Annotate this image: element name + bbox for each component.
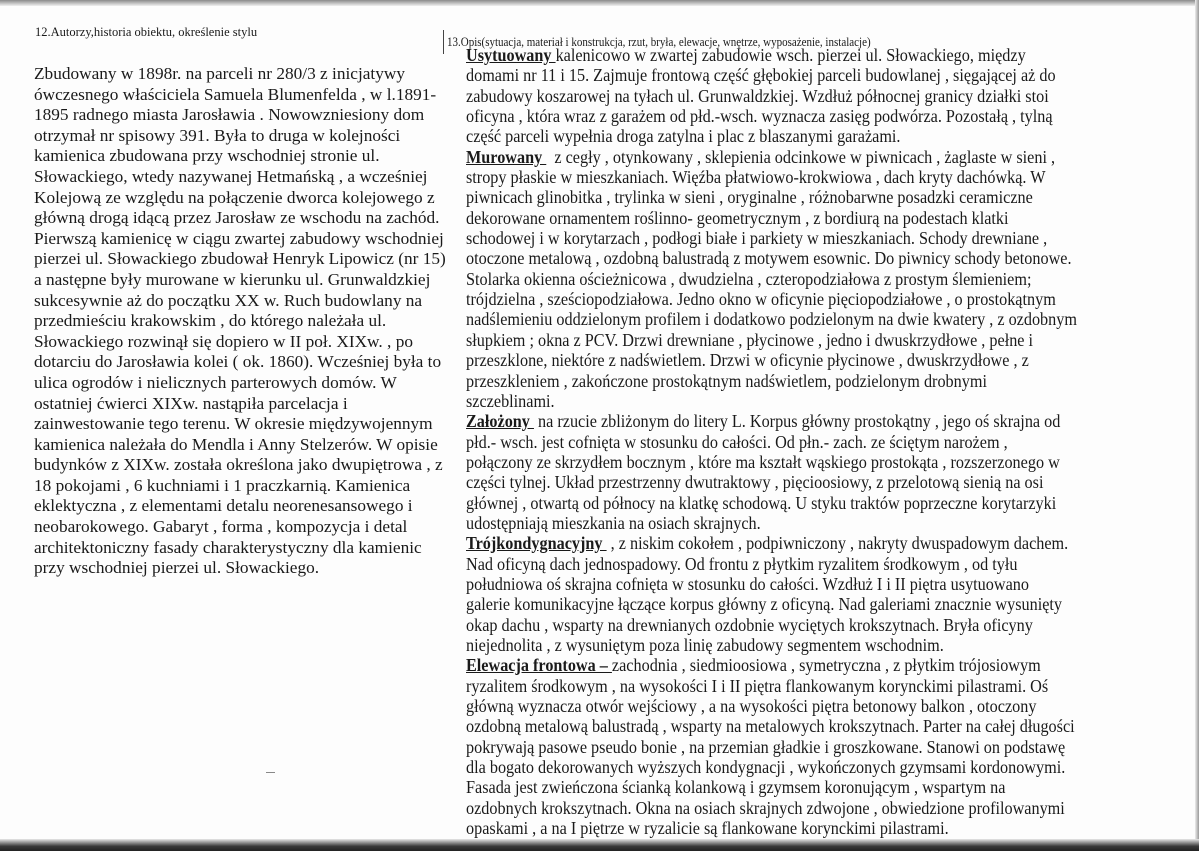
text-line: stropy płaskie w mieszkaniach. Więźba płatwiowo-krokwiowa , dach kryty dachówką. W: [466, 167, 1046, 188]
paragraph-lead: Trójkondygnacyjny: [466, 533, 607, 554]
scan-edge-top: [0, 0, 1199, 6]
text-line: [466, 45, 1077, 65]
paragraph-text: kalenicowo w zwartej zabudowie wsch. pierzei ul. Słowackiego, między: [555, 45, 1026, 65]
text-line: słupkiem ; okna z PCV. Drzwi drewniane , płycinowe , jedno i dwuskrzydłowe , pełne i: [466, 329, 1034, 350]
text-line: nadślemieniu oddzielonym profilem i dodatkowo podzielonym na dwie kwatery , z ozdobnym: [466, 309, 1077, 330]
text-line: szczeblinami.: [466, 390, 555, 411]
text-line: pokrywają pasowe pseudo bonie , na przemian gładkie i groszkowane. Stanowi on podstawę: [466, 736, 1066, 757]
section-12-heading: 12.Autorzy,historia obiektu, określenie stylu: [35, 25, 258, 39]
text-line: główną wyznacza otwór wejściowy , a na wysokości piętra betonowy balkon , otoczony: [466, 696, 1037, 716]
text-line: niejednolita , z wysuniętym poza linię zabudowy segmentem wschodnim.: [466, 634, 944, 655]
text-line: Stolarka okienna ościeżnicowa , dwudzielna , czteropodziałowa z prostym ślemieniem;: [466, 268, 1032, 289]
text-line: budynków z XIXw. została określona jako dwupiętrowa , z: [34, 455, 443, 475]
text-line: zainwestowanie tego terenu. W okresie międzywojennym: [34, 414, 433, 434]
text-line: opaskami , a na I piętrze w ryzalicie są flankowane korynckimi pilastrami.: [466, 818, 949, 839]
paragraph-lead: Elewacja frontowa –: [466, 655, 612, 676]
text-line: przeszkleniem , zakończone prostokątnym nadświetlem, podzielonym drobnymi: [466, 370, 987, 391]
scan-mark: [266, 772, 275, 773]
text-line: ozdobną metalową balustradą , wsparty na metalowych krokszytnach. Parter na całej długości: [466, 716, 1075, 737]
text-line: zabudowy koszarowej na tyłach ul. Grunwaldzkiej. Wzdłuż północnej granicy działki stoi: [466, 85, 1049, 106]
section-13-heading: 13.Opis(sytuacja, materiał i konstrukcja, rzut, bryła, elewacje, wnętrze, wyposażenie, instalacje): [447, 35, 871, 49]
text-line: [466, 655, 1077, 675]
text-line: trójdzielna , sześciopodziałowa. Jedno okno w oficynie pięciopodziałowe , o prostokątnym: [466, 289, 1056, 310]
paragraph-lead: Założony: [466, 411, 534, 432]
text-line: dotarciu do Jarosławia kolei ( ok. 1860). Wcześniej była to: [34, 352, 442, 372]
text-line: ulica ogrodów i nielicznych parterowych domów. W: [34, 372, 397, 392]
description-paragraph: [466, 147, 1145, 411]
text-line: [466, 411, 1077, 431]
text-line: kamienica zbudowana przy wschodniej stronie ul.: [34, 146, 380, 166]
text-line: schodowej i w korytarzach , podłogi białe i parkiety w mieszkaniach. Schody drewniane ,: [466, 228, 1048, 249]
paragraph-text: , z niskim cokołem , podpiwniczony , nakryty dwuspadowym dachem.: [606, 533, 1069, 554]
text-line: Słowackiego, wtedy nazywanej Hetmańską , a wcześniej: [34, 166, 428, 186]
text-line: przedmieściu krakowskim , do którego należała ul.: [34, 311, 387, 331]
text-line: a następne były murowane w kierunku ul. Grunwaldzkiej: [34, 269, 431, 289]
text-line: galerie komunikacyjne łączące korpus główny z oficyną. Nad galeriami znacznie wysunięty: [466, 594, 1063, 615]
scan-edge-bottom: [0, 839, 1199, 851]
text-line: domami nr 11 i 15. Zajmuje frontową część głębokiej parceli budowlanej , sięgającej aż do: [466, 65, 1056, 86]
text-line: ryzalitem środkowym , na wysokości I i II piętra flankowanym korynckimi pilastrami. Oś: [466, 675, 1049, 696]
text-line: otrzymał nr spisowy 391. Była to druga w kolejności: [34, 125, 401, 145]
text-line: część parceli wypełnia droga zatylna i plac z blaszanymi garażami.: [466, 126, 901, 147]
text-line: głównej , otwartą od północy na klatkę schodową. U styku traktów poprzeczne korytarzyki: [466, 492, 1057, 513]
text-line: 1895 radnego miasta Jarosławia . Nowowzniesiony dom: [34, 105, 425, 125]
text-line: pierzei ul. Słowackiego zbudował Henryk Lipowicz (nr 15): [34, 249, 446, 269]
text-line: główną drogą idącą przez Jarosław ze wschodu na zachód.: [34, 208, 440, 228]
text-line: otoczone metalową , ozdobną balustradą z motywem esownic. Do piwnicy schody betonowe.: [466, 248, 1072, 269]
scan-edge-right: [1195, 0, 1199, 851]
text-line: południowa oś skrajna cofnięta w stosunku do całości. Wzdłuż I i II piętra usytuowano: [466, 573, 1029, 594]
text-line: części tylnej. Układ przestrzenny dwutraktowy , pięcioosiowy, z przelotową sienią na osi: [466, 472, 1044, 493]
text-line: piwnicach glinobitka , trylinka w sieni , oryginalne , różnobarwne posadzki ceramiczne: [466, 187, 1033, 208]
description-paragraph: [466, 45, 1145, 147]
paragraph-text: z cegły , otynkowany , sklepienia odcinkowe w piwnicach , żaglaste w sieni ,: [546, 146, 1056, 167]
text-line: okap dachu , wsparty na drewnianych ozdobnie wyciętych krokszytnach. Bryła oficyny: [466, 614, 1033, 635]
paragraph-lead: Usytuowany: [466, 45, 556, 65]
text-line: ozdobnych krokszytnach. Okna na osiach skrajnych zdwojone , obwiedzione profilowanymi: [466, 797, 1065, 818]
text-line: dla bogato dekorowanych wyższych kondygnacji , wykończonych gzymsami kordonowymi.: [466, 757, 1066, 778]
paragraph-text: na rzucie zbliżonym do litery L. Korpus główny prostokątny , jego oś skrajna od: [533, 411, 1061, 432]
text-line: [466, 533, 1077, 553]
text-line: architektoniczny fasady charakterystyczny dla kamienic: [34, 537, 422, 557]
text-line: Fasada jest zwieńczona ścianką kolankową i gzymsem koronującym , wspartym na: [466, 777, 1006, 798]
text-line: [466, 147, 1077, 167]
text-line: ówczesnego właściciela Samuela Blumenfelda , w l.1891-: [34, 84, 437, 104]
text-line: przy wschodniej pierzei ul. Słowackiego.: [34, 558, 320, 578]
text-line: sukcesywnie aż do początku XX w. Ruch budowlany na: [34, 290, 423, 310]
text-line: oficyna , która wraz z garażem od płd.-wsch. wyznacza zasięg podwórza. Pozostałą , tylną: [466, 106, 1053, 127]
text-line: udostępniają mieszkania na osiach skrajnych.: [466, 512, 761, 533]
text-line: eklektyczna , z elementami detalu neorenesansowego i: [34, 496, 413, 516]
text-line: 18 pokojami , 6 kuchniami i 1 praczkarnią. Kamienica: [34, 475, 411, 495]
text-line: przeszklone, niektóre z nadświetlem. Drzwi w oficynie płycinowe , dwuskrzydłowe , z: [466, 350, 1029, 371]
history-text: [34, 64, 446, 579]
text-line: Kolejową ze względu na połączenie dworca kolejowego z: [34, 187, 435, 207]
description-paragraph: [466, 411, 1145, 533]
text-line: Nad oficyną dach jednospadowy. Od frontu z płytkim ryzalitem środkowym , od tyłu: [466, 553, 1018, 574]
description-paragraph: [466, 655, 1145, 838]
paragraph-lead: Murowany: [466, 146, 547, 167]
text-line: kamienica należała do Mendla i Anny Stelzerów. W opisie: [34, 434, 438, 454]
text-line: płd.- wsch. jest cofnięta w stosunku do całości. Od płn.- zach. ze ściętym narożem ,: [466, 431, 1008, 452]
text-line: dekorowane ornamentem roślinno- geometrycznym , z bordiurą na podestach klatki: [466, 207, 1009, 228]
text-line: połączony ze skrzydłem bocznym , które ma kształt wąskiego prostokąta , rozszerzonego w: [466, 451, 1060, 472]
text-line: ostatniej ćwierci XIXw. nastąpiła parcelacja i: [34, 393, 348, 413]
text-line: Zbudowany w 1898r. na parceli nr 280/3 z inicjatywy: [34, 64, 405, 83]
text-line: Pierwszą kamienicę w ciągu zwartej zabudowy wschodniej: [34, 228, 444, 248]
description-text: [466, 45, 1145, 838]
paragraph-text: zachodnia , siedmioosiowa , symetryczna , z płytkim trójosiowym: [611, 655, 1041, 676]
column-divider: [443, 30, 444, 54]
description-paragraph: [466, 533, 1145, 655]
text-line: neobarokowego. Gabaryt , forma , kompozycja i detal: [34, 517, 408, 537]
text-line: Słowackiego rozwinął się dopiero w II poł. XIXw. , po: [34, 331, 413, 351]
